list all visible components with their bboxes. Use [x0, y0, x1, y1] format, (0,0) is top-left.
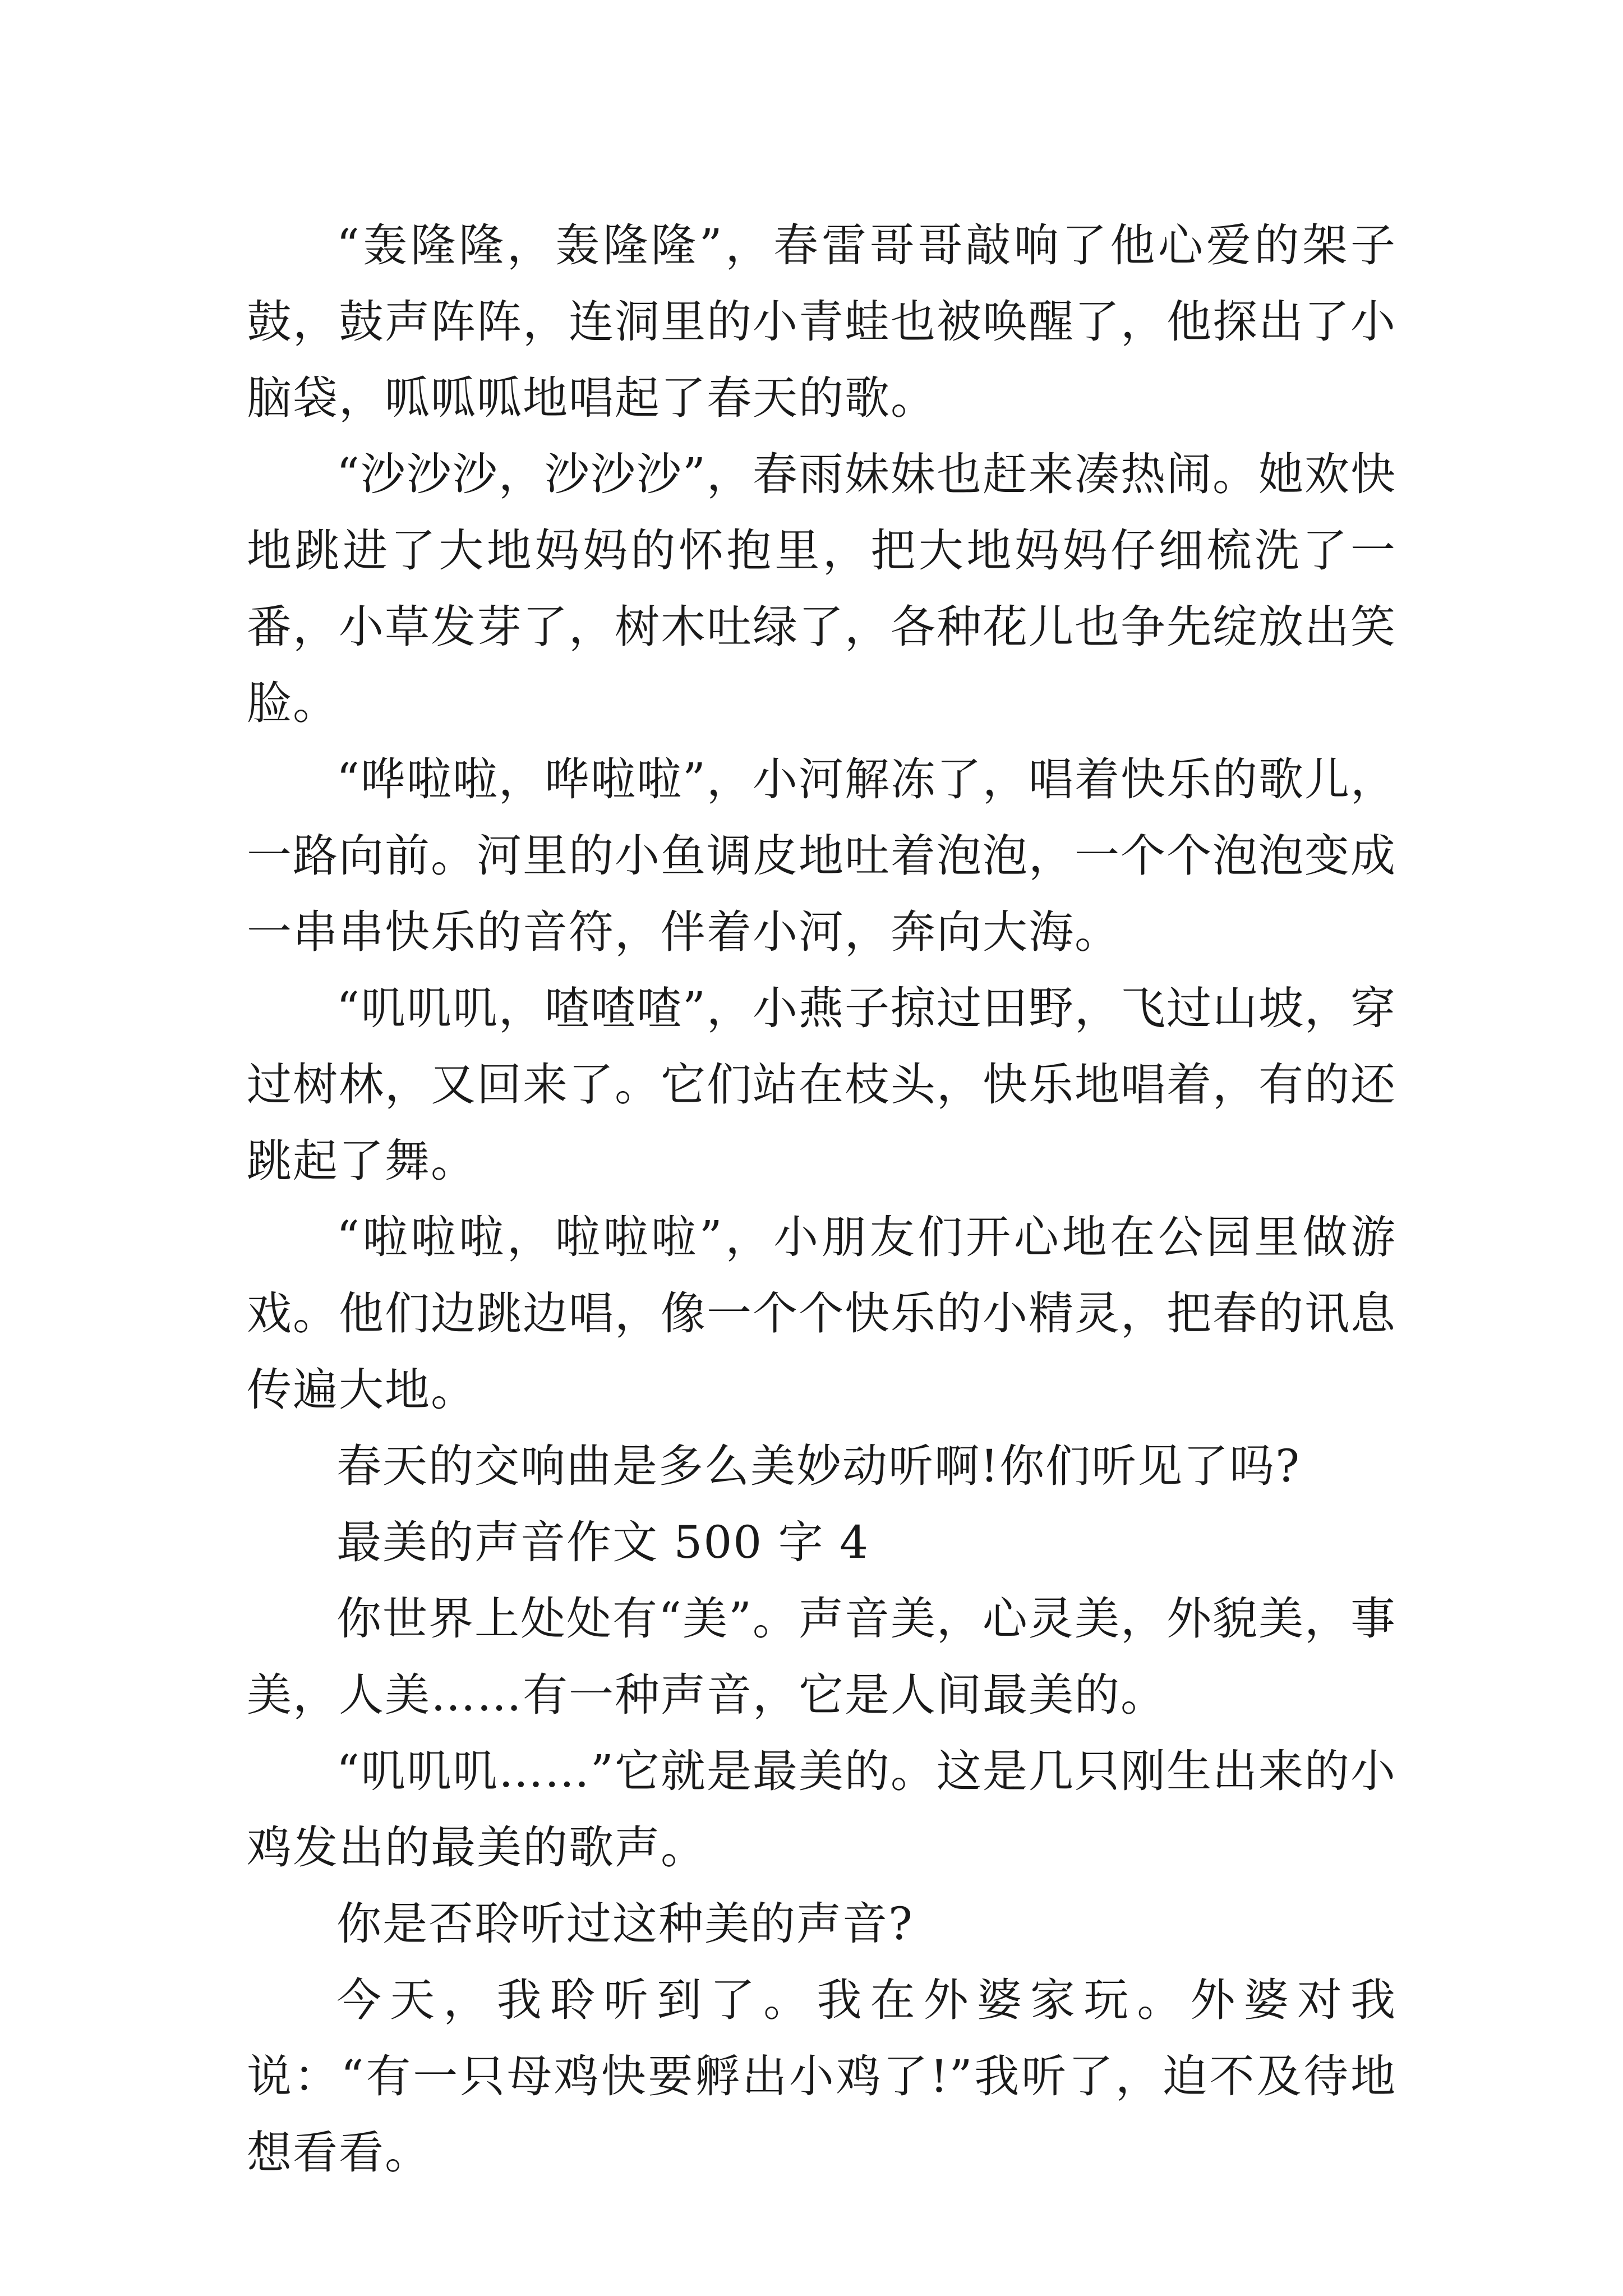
paragraph-river: “哗啦啦，哗啦啦”，小河解冻了，唱着快乐的歌儿，一路向前。河里的小鱼调皮地吐着泡泡，一个个泡泡变成一串串快乐的音符，伴着小河，奔向大海。: [247, 753, 1396, 958]
body-text: [247, 208, 1396, 2191]
paragraph-children: “啦啦啦，啦啦啦”，小朋友们开心地在公园里做游戏。他们边跳边唱，像一个个快乐的小精灵，把春的讯息传遍大地。: [247, 1211, 1396, 1416]
paragraph-swallows: “叽叽叽，喳喳喳”，小燕子掠过田野，飞过山坡，穿过树林，又回来了。它们站在枝头，快乐地唱着，有的还跳起了舞。: [247, 982, 1396, 1187]
paragraph-beauty: 你世界上处处有“美”。声音美，心灵美，外貌美，事美，人美……有一种声音，它是人间最美的。: [247, 1593, 1396, 1721]
paragraph-spring-thunder: “轰隆隆，轰隆隆”，春雷哥哥敲响了他心爱的架子鼓，鼓声阵阵，连洞里的小青蛙也被唤醒了，他探出了小脑袋，呱呱呱地唱起了春天的歌。: [247, 219, 1396, 424]
paragraph-chicks-sound: “叽叽叽……”它就是最美的。这是几只刚生出来的小鸡发出的最美的歌声。: [247, 1745, 1396, 1874]
paragraph-grandma: 今天，我聆听到了。我在外婆家玩。外婆对我说：“有一只母鸡快要孵出小鸡了!”我听了，迫不及待地想看看。: [247, 1974, 1396, 2179]
paragraph-spring-rain: “沙沙沙，沙沙沙”，春雨妹妹也赶来凑热闹。她欢快地跳进了大地妈妈的怀抱里，把大地妈妈仔细梳洗了一番，小草发芽了，树木吐绿了，各种花儿也争先绽放出笑脸。: [247, 448, 1396, 729]
paragraph-question: 你是否聆听过这种美的声音?: [336, 1898, 914, 1950]
section-heading: 最美的声音作文 500 字 4: [336, 1516, 869, 1568]
paragraph-symphony-question: 春天的交响曲是多么美妙动听啊!你们听见了吗?: [336, 1440, 1301, 1492]
